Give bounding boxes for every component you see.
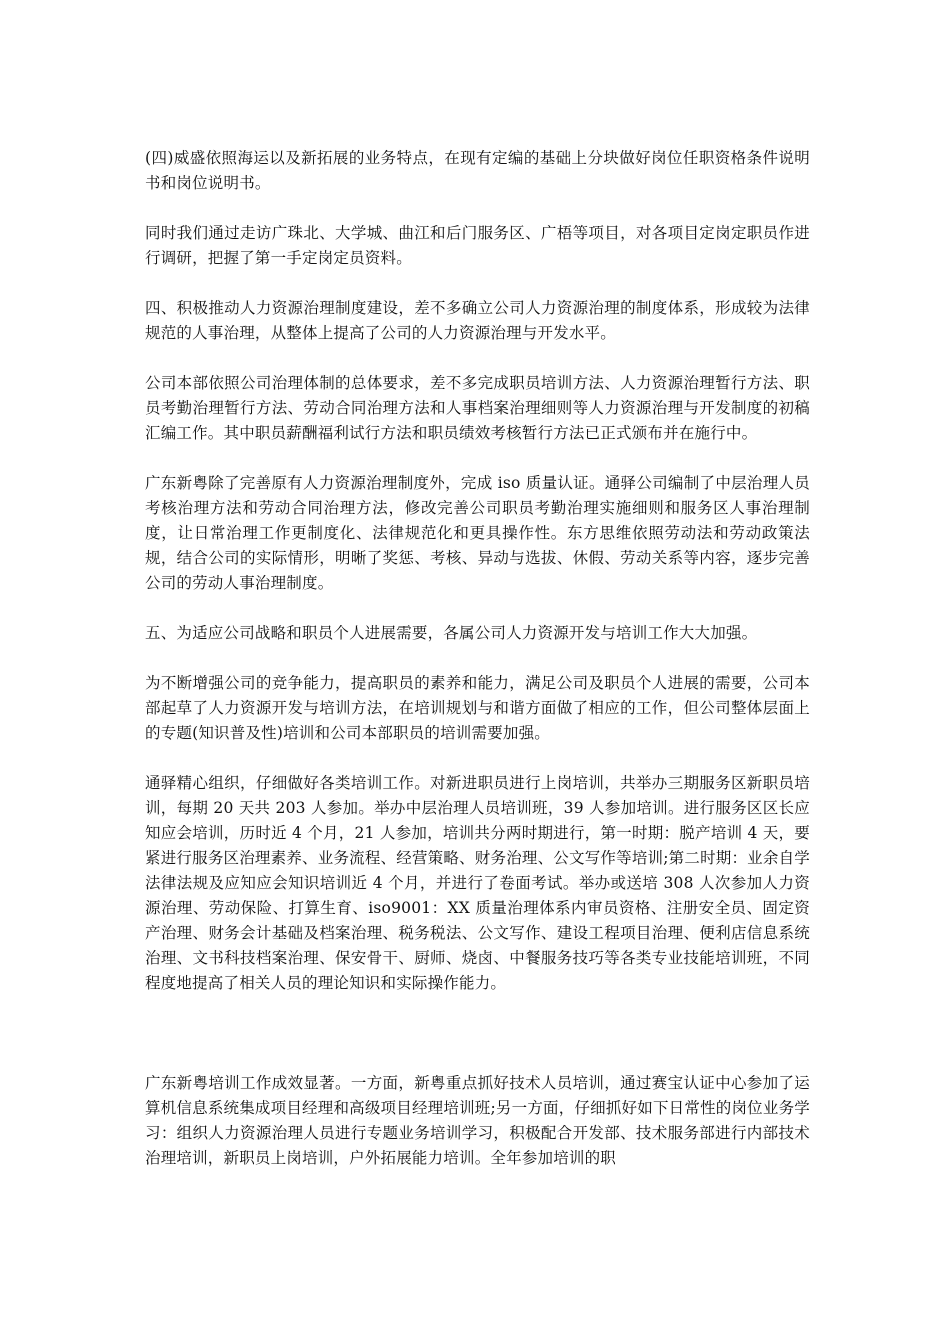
- paragraph-position-specs: (四)威盛依照海运以及新拓展的业务特点，在现有定编的基础上分块做好岗位任职资格条件说明书和岗位说明书。: [145, 149, 810, 192]
- paragraph-tongyi-training: 通驿精心组织，仔细做好各类培训工作。对新进职员进行上岗培训，共举办三期服务区新职员培训，每期 20 天共 203 人参加。举办中层治理人员培训班，39 人参加培训。进行服务区区长应知应会培训，历时近 4 个月，21 人参加，培训共分两时期进行，第一时期：脱产培训 4 天，要紧进行服务区治理素养、业务流程、经营策略、财务治理、公文写作等培训;第二时期：业余自学法律法规及应知应会知识培训近 4 个月，并进行了卷面考试。举办或送培 308 人次参加人力资源治理、劳动保险、打算生育、iso9001：XX 质量治理体系内审员资格、注册安全员、固定资产治理、财务会计基础及档案治理、税务税法、公文写作、建设工程项目治理、便利店信息系统治理、文书科技档案治理、保安骨干、厨师、烧卤、中餐服务技巧等各类专业技能培训班，不同程度地提高了相关人员的理论知识和实际操作能力。: [145, 774, 810, 992]
- paragraph-hq-policies: 公司本部依照公司治理体制的总体要求，差不多完成职员培训方法、人力资源治理暂行方法、职员考勤治理暂行方法、劳动合同治理方法和人事档案治理细则等人力资源治理与开发制度的初稿汇编工作。其中职员薪酬福利试行方法和职员绩效考核暂行方法已正式颁布并在施行中。: [145, 374, 810, 442]
- paragraph-section-five-heading: 五、为适应公司战略和职员个人进展需要，各属公司人力资源开发与培训工作大大加强。: [145, 624, 758, 642]
- paragraph-guangdong-xinyue-policies: 广东新粤除了完善原有人力资源治理制度外，完成 iso 质量认证。通驿公司编制了中层治理人员考核治理方法和劳动合同治理方法，修改完善公司职员考勤治理实施细则和服务区人事治理制度，让日常治理工作更制度化、法律规范化和更具操作性。东方思维依照劳动法和劳动政策法规，结合公司的实际情形，明晰了奖惩、考核、异动与选拔、休假、劳动关系等内容，逐步完善公司的劳动人事治理制度。: [145, 474, 810, 592]
- paragraph-xinyue-training: 广东新粤培训工作成效显著。一方面，新粤重点抓好技术人员培训，通过赛宝认证中心参加了运算机信息系统集成项目经理和高级项目经理培训班;另一方面，仔细抓好如下日常性的岗位业务学习：组织人力资源治理人员进行专题业务培训学习，积极配合开发部、技术服务部进行内部技术治理培训，新职员上岗培训，户外拓展能力培训。全年参加培训的职: [145, 1074, 810, 1167]
- paragraph-site-survey: 同时我们通过走访广珠北、大学城、曲江和后门服务区、广梧等项目，对各项目定岗定职员作进行调研，把握了第一手定岗定员资料。: [145, 224, 810, 267]
- paragraph-spacer: [145, 1021, 810, 1071]
- paragraph-hq-training-plan: 为不断增强公司的竞争能力，提高职员的素养和能力，满足公司及职员个人进展的需要，公司本部起草了人力资源开发与培训方法，在培训规划与和谐方面做了相应的工作，但公司整体层面上的专题(知识普及性)培训和公司本部职员的培训需要加强。: [145, 674, 810, 742]
- document-page: [145, 146, 810, 1196]
- paragraph-section-four-heading: 四、积极推动人力资源治理制度建设，差不多确立公司人力资源治理的制度体系，形成较为法律规范的人事治理，从整体上提高了公司的人力资源治理与开发水平。: [145, 299, 810, 342]
